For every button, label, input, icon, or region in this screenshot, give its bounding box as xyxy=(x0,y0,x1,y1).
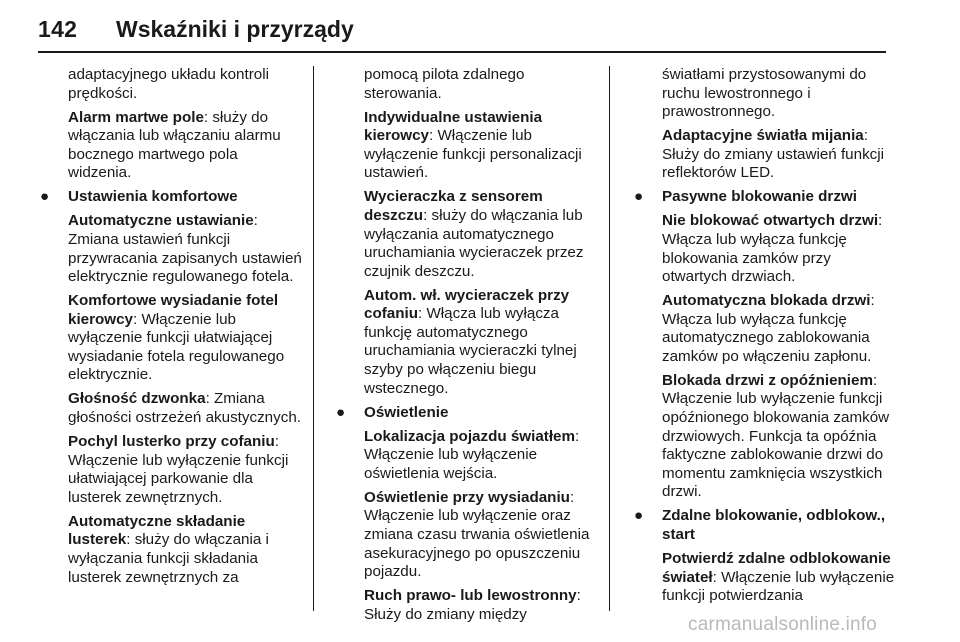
setting-entry-open-door-anti-lockout: Nie blokować otwartych drzwi: Włącza lub wyłącza funkcję blokowania zamków przy otwartych drzwiach. xyxy=(662,212,883,286)
bullet-lighting: ● Oświetlenie xyxy=(336,403,449,421)
continuation-text: światłami przystosowanymi do ruchu lewostronnego i prawostronnego. xyxy=(662,66,867,121)
bullet-remote-lock-unlock-start: ● Zdalne blokowanie, odblokow., start xyxy=(634,507,886,543)
setting-entry-exit-lighting: Oświetlenie przy wysiadaniu: Włączenie lub wyłączenie oraz zmiana czasu trwania oświetlenia asekuracyjnego po opuszczeniu pojazdu. xyxy=(364,488,590,581)
setting-entry-adaptive-low-beam: Adaptacyjne światła mijania: Służy do zmiany ustawień funkcji reflektorów LED. xyxy=(662,127,885,182)
setting-entry-driver-personalization: Indywidualne ustawienia kierowcy: Włączenie lub wyłączenie funkcji personalizacji ustawień. xyxy=(364,108,582,182)
watermark: carmanualsonline.info xyxy=(688,614,878,635)
setting-entry-delayed-door-lock: Blokada drzwi z opóźnieniem: Włączenie lub wyłączenie funkcji opóźnionego blokowania zamków drzwiowych. Funkcja ta opóźnia faktyczne zablokowanie drzwi do momentu zamknięcia wszystkich drzwi. xyxy=(662,371,890,501)
bullet-icon: ● xyxy=(634,188,644,206)
column-divider-2 xyxy=(609,66,610,611)
bullet-icon: ● xyxy=(634,507,644,525)
setting-entry-remote-unlock-light-feedback: Potwierdź zdalne odblokowanie świateł: Włączenie lub wyłączenie funkcji potwierdzania xyxy=(662,549,895,605)
setting-entry-auto-mirror-folding: Automatyczne składanie lusterek: służy do włączania i wyłączania funkcji składania lusterek zewnętrznych za xyxy=(68,512,269,586)
page-number: 142 xyxy=(38,16,78,42)
bullet-passive-door-locking: ● Pasywne blokowanie drzwi xyxy=(634,188,857,206)
column-divider-1 xyxy=(313,66,314,611)
bullet-icon: ● xyxy=(336,403,346,421)
continuation-text: adaptacyjnego układu kontroli prędkości. xyxy=(68,66,269,102)
header-rule xyxy=(38,51,886,53)
setting-entry-auto-memory: Automatyczne ustawianie: Zmiana ustawień funkcji przywracania zapisanych ustawień elektrycznie regulowanego fotela. xyxy=(68,212,302,286)
text-column-1 xyxy=(38,66,302,593)
setting-entry-traffic-side: Ruch prawo- lub lewostronny: Służy do zmiany między xyxy=(364,587,581,623)
page-header xyxy=(38,10,886,48)
setting-entry-blind-spot-alert: Alarm martwe pole: służy do włączania lub włączaniu alarmu bocznego martwego pola widzenia. xyxy=(68,108,281,182)
text-column-2 xyxy=(334,66,598,630)
bullet-comfort-settings: ● Ustawienia komfortowe xyxy=(40,188,238,206)
setting-entry-chime-volume: Głośność dzwonka: Zmiana głośności ostrzeżeń akustycznych. xyxy=(68,390,301,427)
setting-entry-rain-sensing-wipers: Wycieraczka z sensorem deszczu: służy do włączania lub wyłączania automatycznego uruchamiania wycieraczek przez czujnik deszczu. xyxy=(364,188,584,280)
text-column-3 xyxy=(632,66,896,611)
setting-entry-reverse-tilt-mirror: Pochyl lusterko przy cofaniu: Włączenie lub wyłączenie funkcji ułatwiającej parkowanie dla lusterek zewnętrznych. xyxy=(68,433,289,506)
setting-entry-auto-reverse-wiper: Autom. wł. wycieraczek przy cofaniu: Włącza lub wyłącza funkcję automatycznego uruchamiania wycieraczki tylnej szyby po włączeniu biegu wstecznego. xyxy=(364,286,577,397)
setting-entry-vehicle-locator-lights: Lokalizacja pojazdu światłem: Włączenie lub wyłączenie oświetlenia wejścia. xyxy=(364,427,580,482)
setting-entry-easy-exit-seat: Komfortowe wysiadanie fotel kierowcy: Włączenie lub wyłączenie funkcji ułatwiającej wysiadanie fotela regulowanego elektrycznie. xyxy=(68,292,285,384)
chapter-title: Wskaźniki i przyrządy xyxy=(116,16,354,42)
continuation-text: pomocą pilota zdalnego sterowania. xyxy=(364,66,525,102)
bullet-icon: ● xyxy=(40,188,50,206)
setting-entry-auto-door-lock: Automatyczna blokada drzwi: Włącza lub wyłącza funkcję automatycznego zablokowania zamków po włączeniu zapłonu. xyxy=(662,292,875,365)
